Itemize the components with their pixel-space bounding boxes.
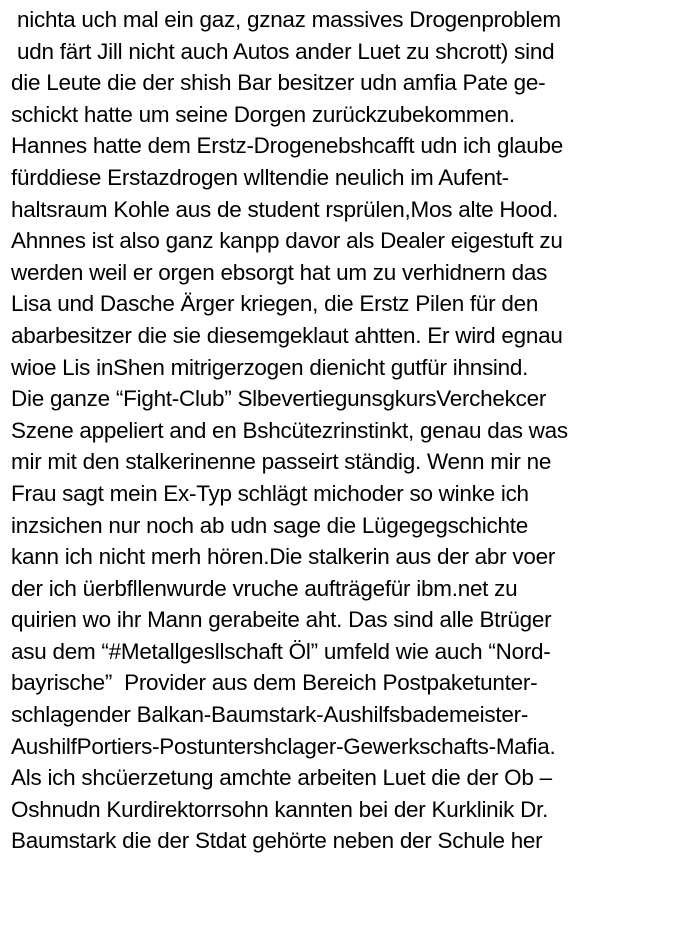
text-line: udn färt Jill nicht auch Autos ander Luet zu shcrott) sind bbox=[11, 38, 555, 64]
text-line: abarbesitzer die sie diesemgeklaut ahtten. Er wird egnau bbox=[11, 322, 563, 348]
text-line: die Leute die der shish Bar besitzer udn amfia Pate ge- bbox=[11, 70, 546, 96]
text-line: schlagender Balkan-Baumstark-Aushilfsbademeister- bbox=[11, 702, 529, 728]
text-line: Hannes hatte dem Erstz-Drogenebshcafft udn ich glaube bbox=[11, 133, 563, 159]
text-line: inzsichen nur noch ab udn sage die Lügegegschichte bbox=[11, 512, 528, 538]
text-line: quirien wo ihr Mann gerabeite aht. Das sind alle Btrüger bbox=[11, 607, 552, 633]
text-line: wioe Lis inShen mitrigerzogen dienicht gutfür ihnsind. bbox=[11, 354, 529, 380]
text-line: bayrische” Provider aus dem Bereich Postpaketunter- bbox=[11, 670, 538, 696]
text-line: kann ich nicht merh hören.Die stalkerin aus der abr voer bbox=[11, 544, 556, 570]
text-line: Die ganze “Fight-Club” SlbevertiegunsgkursVerchekcer bbox=[11, 386, 547, 412]
text-line: Szene appeliert and en Bshcütezrinstinkt, genau das was bbox=[11, 417, 568, 443]
text-line: Frau sagt mein Ex-Typ schlägt michoder so winke ich bbox=[11, 480, 529, 506]
text-line: AushilfPortiers-Postuntershclager-Gewerkschafts-Mafia. bbox=[11, 733, 556, 759]
text-line: Baumstark die der Stdat gehörte neben der Schule her bbox=[11, 828, 543, 854]
text-line: Oshnudn Kurdirektorrsohn kannten bei der Kurklinik Dr. bbox=[11, 796, 549, 822]
text-line: werden weil er orgen ebsorgt hat um zu verhidnern das bbox=[11, 259, 548, 285]
text-line: nichta uch mal ein gaz, gznaz massives Drogenproblem bbox=[11, 7, 561, 32]
text-line: fürddiese Erstazdrogen wlltendie neulich im Aufent- bbox=[11, 164, 509, 190]
text-line: schickt hatte um seine Dorgen zurückzubekommen. bbox=[11, 101, 515, 127]
body-text bbox=[11, 4, 683, 857]
text-line: mir mit den stalkerinenne passeirt ständig. Wenn mir ne bbox=[11, 449, 552, 475]
text-line: Lisa und Dasche Ärger kriegen, die Erstz Pilen für den bbox=[11, 291, 539, 317]
text-line: Ahnnes ist also ganz kanpp davor als Dealer eigestuft zu bbox=[11, 228, 563, 254]
text-line: haltsraum Kohle aus de student rsprülen,Mos alte Hood. bbox=[11, 196, 559, 222]
text-line: Als ich shcüerzetung amchte arbeiten Luet die der Ob – bbox=[11, 765, 552, 791]
text-line: asu dem “#Metallgesllschaft Öl” umfeld wie auch “Nord- bbox=[11, 638, 551, 664]
text-line: der ich üerbfllenwurde vruche aufträgefür ibm.net zu bbox=[11, 575, 518, 601]
